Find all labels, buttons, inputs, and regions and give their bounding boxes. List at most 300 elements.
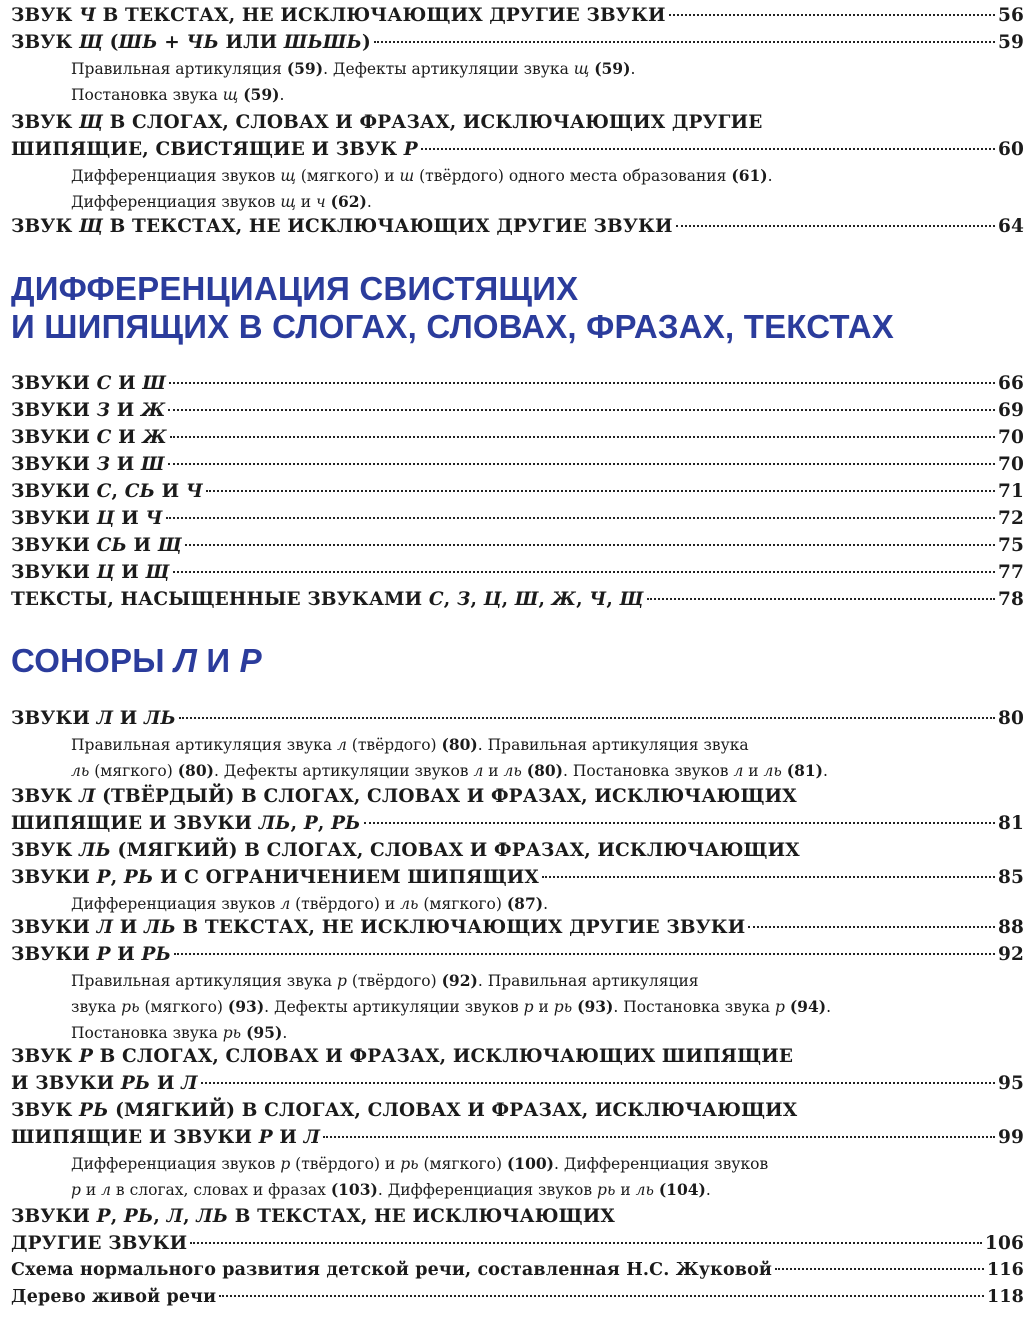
text-run: И [111, 427, 143, 448]
text-run: , [576, 589, 590, 610]
text-run: (твёрдого) и [290, 1155, 401, 1173]
italic-sound-label: ль [400, 895, 419, 913]
italic-sound-label: ль [763, 762, 782, 780]
italic-sound-label: рь [400, 1155, 419, 1173]
italic-sound-label: Ж [140, 400, 166, 421]
toc-subentry [11, 968, 1024, 994]
page-reference: (93) [577, 997, 614, 1016]
toc-subentry [11, 56, 1024, 82]
toc-entry[interactable] [11, 914, 1024, 941]
italic-sound-label: ль [503, 762, 522, 780]
text-run: , [317, 813, 332, 834]
text-run: . Дифференциация звуков [377, 1181, 598, 1199]
text-run: + [157, 32, 187, 53]
italic-sound-label: рь [222, 1024, 242, 1042]
text-run: (МЯГКИЙ) В СЛОГАХ, СЛОВАХ И ФРАЗАХ, ИСКЛЮЧАЮЩИХ [110, 840, 800, 861]
toc-entry-group [11, 837, 1024, 917]
text-run: И С ОГРАНИЧЕНИЕМ ШИПЯЩИХ [153, 867, 539, 888]
toc-entry[interactable] [11, 586, 1024, 613]
text-run: И ШИПЯЩИХ В СЛОГАХ, СЛОВАХ, ФРАЗАХ, ТЕКСТАХ [11, 308, 894, 345]
italic-sound-label: РЬ [123, 867, 154, 888]
text-run: И [126, 535, 158, 556]
text-run: В СЛОГАХ, СЛОВАХ И ФРАЗАХ, ИСКЛЮЧАЮЩИХ ШИПЯЩИЕ [93, 1046, 794, 1067]
italic-sound-label: Р [303, 813, 318, 834]
dot-leader [173, 571, 995, 573]
italic-sound-label: щ [280, 167, 296, 185]
text-run: , [443, 589, 457, 610]
text-run: ЗВУКИ [11, 917, 97, 938]
text-run: И [150, 1073, 182, 1094]
dot-leader [323, 1136, 995, 1138]
toc-entry-title [11, 213, 673, 240]
text-run: , [110, 1206, 124, 1227]
italic-sound-label: Ш [514, 589, 539, 610]
page-reference: (59) [243, 85, 280, 104]
dot-leader [669, 14, 995, 16]
italic-sound-label: ШЬ [118, 32, 158, 53]
text-run: ЗВУКИ [11, 1206, 97, 1227]
toc-entry-title [11, 1230, 187, 1257]
text-run: ШИПЯЩИЕ, СВИСТЯЩИЕ И ЗВУК [11, 139, 404, 160]
text-run: , [153, 1206, 167, 1227]
italic-sound-label: ч [316, 193, 326, 211]
toc-entry-group [11, 1043, 1024, 1203]
toc-entry[interactable] [11, 1124, 1024, 1151]
text-run: , [111, 481, 125, 502]
dot-leader [170, 436, 995, 438]
text-run: ЗВУКИ [11, 481, 97, 502]
page-number: 59 [997, 32, 1024, 53]
italic-sound-label: Ш [140, 454, 165, 475]
italic-sound-label: Л [174, 642, 197, 679]
toc-entry[interactable] [11, 451, 1024, 478]
toc-subentry [11, 163, 1024, 189]
toc-entry[interactable] [11, 1203, 1024, 1230]
text-run: Дифференциация звуков [71, 1155, 281, 1173]
toc-entry[interactable] [11, 1230, 1024, 1257]
text-run: . [366, 193, 372, 211]
text-run: . Дефекты артикуляции звуков [264, 998, 524, 1016]
text-run: (твёрдого) [346, 736, 442, 754]
page-number: 99 [997, 1127, 1024, 1148]
italic-sound-label: РЬ [123, 1206, 154, 1227]
italic-sound-label: Ц [96, 562, 115, 583]
toc-entry-title [11, 810, 361, 837]
italic-sound-label: РЬ [120, 1073, 151, 1094]
text-run: И ЗВУКИ [11, 1073, 121, 1094]
text-run: И [272, 1127, 304, 1148]
italic-sound-label: рь [121, 998, 140, 1016]
toc-entry-title [11, 941, 171, 968]
text-run: ЗВУКИ [11, 562, 97, 583]
italic-sound-label: ЛЬ [143, 708, 176, 729]
italic-sound-label: рь [597, 1181, 616, 1199]
toc-entry[interactable] [11, 136, 1024, 163]
page-number: 88 [997, 917, 1024, 938]
italic-sound-label: РЬ [79, 1100, 109, 1121]
italic-sound-label: Л [96, 917, 114, 938]
dot-leader [201, 1082, 995, 1084]
italic-sound-label: Л [181, 1073, 198, 1094]
italic-sound-label: Ч [185, 481, 203, 502]
text-run: . [282, 1024, 288, 1042]
page-reference: (100) [506, 1154, 554, 1173]
text-run: и [80, 1181, 102, 1199]
text-run: В ТЕКСТАХ, НЕ ИСКЛЮЧАЮЩИХ ДРУГИЕ ЗВУКИ [175, 917, 746, 938]
page-reference: (81) [786, 761, 823, 780]
page-number: 64 [997, 216, 1024, 237]
toc-entry[interactable] [11, 1284, 1024, 1311]
page-reference: (59) [594, 59, 631, 78]
text-run: В СЛОГАХ, СЛОВАХ И ФРАЗАХ, ИСКЛЮЧАЮЩИХ ДРУГИЕ [103, 112, 763, 133]
italic-sound-label: ЛЬ [143, 917, 176, 938]
section-heading-line [11, 308, 1024, 346]
dot-leader [190, 1242, 982, 1244]
page-number: 118 [987, 1287, 1024, 1307]
toc-subentry [11, 1177, 1024, 1203]
text-run: , [470, 589, 484, 610]
toc-entry[interactable] [11, 1257, 1024, 1284]
text-run: В ТЕКСТАХ, НЕ ИСКЛЮЧАЮЩИХ ДРУГИЕ ЗВУКИ [103, 216, 673, 237]
text-run: . [705, 1181, 711, 1199]
text-run: И [114, 508, 146, 529]
italic-sound-label: Р [96, 944, 111, 965]
text-run: . Дефекты артикуляции звука [323, 60, 574, 78]
italic-sound-label: Л [166, 1206, 184, 1227]
italic-sound-label: р [774, 998, 785, 1016]
toc-entry-title [11, 1097, 797, 1124]
toc-entry[interactable] [11, 783, 1024, 810]
dot-leader [374, 41, 995, 43]
italic-sound-label: л [280, 895, 291, 913]
text-run: . [279, 86, 285, 104]
toc-entry-title [11, 783, 797, 810]
page-number: 75 [997, 535, 1024, 556]
italic-sound-label: Ч [589, 589, 607, 610]
text-run: , [606, 589, 620, 610]
toc-subentry [11, 82, 1024, 108]
toc-entry-title [11, 505, 163, 532]
italic-sound-label: ль [635, 1181, 654, 1199]
toc-entry-title [11, 705, 176, 732]
toc-entry-group [11, 783, 1024, 837]
text-run: и [295, 193, 317, 211]
italic-sound-label: Л [96, 708, 114, 729]
text-run: и [483, 762, 504, 780]
page-reference: (62) [330, 192, 367, 211]
italic-sound-label: щ [573, 60, 590, 78]
italic-sound-label: С [96, 481, 112, 502]
text-run: ) [361, 32, 371, 53]
toc-entry-title [11, 837, 800, 864]
dot-leader [748, 926, 995, 928]
italic-sound-label: Щ [619, 589, 644, 610]
italic-sound-label: С [96, 373, 112, 394]
text-run: Дифференциация звуков [71, 895, 281, 913]
dot-leader [647, 598, 995, 600]
italic-sound-label: л [733, 762, 744, 780]
toc-entry-title [11, 1070, 198, 1097]
italic-sound-label: Ц [96, 508, 115, 529]
text-run: . Правильная артикуляция звука [477, 736, 749, 754]
page-number: 72 [997, 508, 1024, 529]
toc-entry[interactable] [11, 213, 1024, 240]
italic-sound-label: Щ [79, 32, 104, 53]
toc-entry[interactable] [11, 370, 1024, 397]
text-run: . Постановка звука [613, 998, 775, 1016]
italic-sound-label: л [101, 1181, 111, 1199]
text-run: Дерево живой речи [11, 1287, 217, 1307]
toc-entry[interactable] [11, 2, 1024, 29]
page-number: 70 [997, 427, 1024, 448]
italic-sound-label: л [336, 736, 347, 754]
italic-sound-label: Р [403, 139, 418, 160]
page-reference: (103) [330, 1180, 378, 1199]
toc-entry-title [11, 136, 418, 163]
italic-sound-label: р [336, 972, 347, 990]
toc-entry[interactable] [11, 864, 1024, 891]
text-run: . [823, 762, 828, 780]
page-reference: (61) [731, 166, 768, 185]
text-run: . [767, 167, 773, 185]
text-run: И [110, 454, 141, 475]
page-number: 69 [997, 400, 1024, 421]
text-run: (ТВЁРДЫЙ) В СЛОГАХ, СЛОВАХ И ФРАЗАХ, ИСКЛЮЧАЮЩИХ [95, 786, 797, 807]
italic-sound-label: РЬ [141, 944, 171, 965]
text-run: ЗВУК [11, 112, 80, 133]
text-run: . Постановка звуков [563, 762, 734, 780]
toc-entry-title [11, 370, 166, 397]
page-number: 70 [997, 454, 1024, 475]
text-run: Постановка звука [71, 86, 223, 104]
toc-entry[interactable] [11, 532, 1024, 559]
text-run: (МЯГКИЙ) В СЛОГАХ, СЛОВАХ И ФРАЗАХ, ИСКЛЮЧАЮЩИХ [108, 1100, 798, 1121]
page-number: 66 [997, 373, 1024, 394]
toc-entry-group [11, 370, 1024, 613]
page-number: 56 [997, 5, 1024, 26]
italic-sound-label: РЬ [331, 813, 361, 834]
toc-entry[interactable] [11, 478, 1024, 505]
toc-entry-title [11, 864, 539, 891]
italic-sound-label: СЬ [96, 535, 127, 556]
section-heading-line [11, 270, 1024, 308]
dot-leader [179, 717, 995, 719]
page-number: 71 [997, 481, 1024, 502]
page-reference: (104) [658, 1180, 706, 1199]
text-run: ЗВУК [11, 216, 80, 237]
dot-leader [219, 1295, 984, 1297]
text-run: ЗВУКИ [11, 373, 97, 394]
text-run: . [826, 998, 832, 1016]
text-run: ЗВУК [11, 786, 80, 807]
toc-entry-title [11, 1284, 216, 1311]
text-run: (твёрдого) [346, 972, 442, 990]
section-heading-line [11, 642, 1024, 680]
italic-sound-label: ШЬШЬ [283, 32, 362, 53]
text-run: и [533, 998, 554, 1016]
dot-leader [168, 463, 995, 465]
toc-entry-title [11, 451, 165, 478]
italic-sound-label: Щ [79, 112, 104, 133]
toc-entry-title [11, 1203, 615, 1230]
text-run: ЗВУКИ [11, 535, 97, 556]
italic-sound-label: Ш [142, 373, 166, 394]
toc-entry[interactable] [11, 559, 1024, 586]
text-run: И [155, 481, 186, 502]
dot-leader [168, 409, 995, 411]
text-run: ЗВУК [11, 1046, 80, 1067]
toc-entry-group [11, 2, 1024, 29]
italic-sound-label: Р [258, 1127, 273, 1148]
text-run: И [111, 373, 143, 394]
toc-entry-group [11, 705, 1024, 784]
text-run: , [538, 589, 552, 610]
toc-entry-title [11, 586, 644, 613]
toc-entry[interactable] [11, 424, 1024, 451]
text-run: и [615, 1181, 636, 1199]
text-run: ДРУГИЕ ЗВУКИ [11, 1233, 188, 1254]
text-run: ( [103, 32, 119, 53]
toc-entry-group [11, 1203, 1024, 1311]
italic-sound-label: З [96, 454, 111, 475]
toc-entry-title [11, 1257, 772, 1284]
page-reference: (80) [526, 761, 564, 780]
toc-entry-group [11, 213, 1024, 240]
text-run: И [114, 562, 146, 583]
dot-leader [169, 382, 995, 384]
toc-entry[interactable] [11, 109, 1024, 136]
toc-entry[interactable] [11, 397, 1024, 424]
text-run: ШИПЯЩИЕ И ЗВУКИ [11, 1127, 259, 1148]
italic-sound-label: ЛЬ [79, 840, 111, 861]
text-run: , [183, 1206, 197, 1227]
toc-entry-title [11, 1043, 793, 1070]
text-run: в слогах, словах и фразах [111, 1181, 331, 1199]
italic-sound-label: З [456, 589, 471, 610]
page-number: 92 [997, 944, 1024, 965]
toc-entry[interactable] [11, 29, 1024, 56]
italic-sound-label: ль [71, 762, 90, 780]
page-number: 78 [997, 589, 1024, 610]
page-number: 81 [997, 813, 1024, 834]
toc-entry-group [11, 109, 1024, 215]
toc-entry[interactable] [11, 837, 1024, 864]
italic-sound-label: Щ [157, 535, 182, 556]
text-run: Постановка звука [71, 1024, 223, 1042]
page-reference: (95) [246, 1023, 283, 1042]
page-number: 77 [997, 562, 1024, 583]
toc-entry-title [11, 424, 167, 451]
text-run: (мягкого) [139, 998, 228, 1016]
italic-sound-label: С [428, 589, 444, 610]
text-run: Дифференциация звуков [71, 167, 281, 185]
text-run: . Дефекты артикуляции звуков [213, 762, 474, 780]
text-run: (мягкого) и [295, 167, 400, 185]
toc-entry[interactable] [11, 941, 1024, 968]
text-run: ШИПЯЩИЕ И ЗВУКИ [11, 813, 259, 834]
text-run: В ТЕКСТАХ, НЕ ИСКЛЮЧАЮЩИХ ДРУГИЕ ЗВУКИ [96, 5, 666, 26]
text-run: ЗВУКИ [11, 708, 97, 729]
italic-sound-label: Р [96, 1206, 111, 1227]
italic-sound-label: С [96, 427, 112, 448]
italic-sound-label: ЛЬ [258, 813, 291, 834]
toc-entry[interactable] [11, 1097, 1024, 1124]
dot-leader [542, 876, 995, 878]
text-run: ДИФФЕРЕНЦИАЦИЯ СВИСТЯЩИХ [11, 270, 579, 307]
toc-subentry [11, 732, 1024, 758]
dot-leader [676, 225, 995, 227]
toc-entry-title [11, 559, 170, 586]
italic-sound-label: ЛЬ [196, 1206, 229, 1227]
toc-entry-title [11, 532, 182, 559]
italic-sound-label: Ч [145, 508, 163, 529]
toc-entry[interactable] [11, 1043, 1024, 1070]
italic-sound-label: л [473, 762, 484, 780]
toc-entry-title [11, 1124, 320, 1151]
text-run: , [110, 867, 124, 888]
toc-entry[interactable] [11, 810, 1024, 837]
text-run: звука [71, 998, 122, 1016]
toc-subentry [11, 758, 1024, 784]
text-run: Правильная артикуляция [71, 60, 287, 78]
text-run: . [630, 60, 636, 78]
text-run: И [110, 944, 142, 965]
page-reference: (87) [506, 894, 544, 913]
text-run: (мягкого) [418, 895, 507, 913]
text-run: И [110, 400, 141, 421]
text-run: ЗВУКИ [11, 944, 97, 965]
page-reference: (80) [441, 735, 478, 754]
toc-entry[interactable] [11, 705, 1024, 732]
italic-sound-label: Р [79, 1046, 94, 1067]
text-run: ЗВУКИ [11, 508, 97, 529]
text-run: ИЛИ [218, 32, 284, 53]
italic-sound-label: Ц [483, 589, 502, 610]
text-run: . Правильная артикуляция [477, 972, 699, 990]
text-run: (мягкого) [89, 762, 178, 780]
italic-sound-label: Ч [79, 5, 97, 26]
text-run: ЗВУКИ [11, 427, 97, 448]
dot-leader [775, 1268, 984, 1270]
toc-subentry [11, 994, 1024, 1020]
text-run: (мягкого) [418, 1155, 507, 1173]
dot-leader [364, 822, 995, 824]
page-reference: (93) [227, 997, 265, 1016]
italic-sound-label: ш [399, 167, 415, 185]
text-run: , [501, 589, 515, 610]
text-run: И [196, 642, 240, 679]
italic-sound-label: щ [280, 193, 296, 211]
toc-entry-title [11, 2, 666, 29]
text-run: ЗВУК [11, 1100, 80, 1121]
italic-sound-label: р [280, 1155, 291, 1173]
text-run: , [290, 813, 304, 834]
italic-sound-label: ЧЬ [186, 32, 219, 53]
italic-sound-label: Р [239, 642, 262, 679]
toc-entry[interactable] [11, 505, 1024, 532]
text-run: И [113, 917, 144, 938]
text-run: СОНОРЫ [11, 642, 175, 679]
page-reference: (59) [286, 59, 324, 78]
italic-sound-label: Л [303, 1127, 321, 1148]
section-heading [11, 642, 1024, 680]
toc-entry[interactable] [11, 1070, 1024, 1097]
page-reference: (94) [789, 997, 827, 1016]
text-run: В ТЕКСТАХ, НЕ ИСКЛЮЧАЮЩИХ [228, 1206, 615, 1227]
dot-leader [185, 544, 995, 546]
text-run: и [743, 762, 764, 780]
italic-sound-label: Ж [142, 427, 167, 448]
